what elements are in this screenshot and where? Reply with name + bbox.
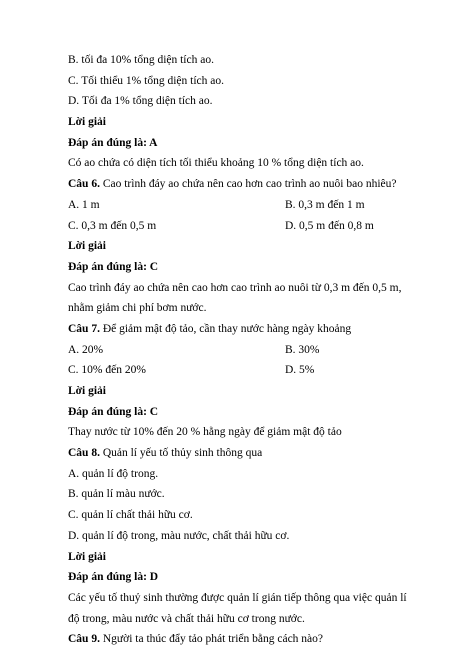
explanation: độ trong, màu nước và chất thải hữu cơ trong nước. (68, 612, 305, 625)
option-d: D. 0,5 m đến 0,8 m (285, 219, 374, 232)
option-b-prev: B. tối đa 10% tổng diện tích ao. (68, 54, 214, 66)
explanation: nhằm giảm chi phí bơm nước. (68, 302, 207, 315)
question-label: Câu 8. (68, 447, 100, 460)
question-8 (68, 443, 398, 464)
option-b: B. 30% (285, 343, 320, 356)
explanation: Các yếu tố thuỷ sinh thường được quản lí gián tiếp thông qua việc quản lí (68, 591, 407, 604)
solution-heading: Lời giải (68, 240, 106, 253)
question-text: Quản lí yếu tố thủy sinh thông qua (99, 447, 263, 460)
answer-line: Đáp án đúng là: A (68, 136, 158, 149)
option-a: A. 20% (68, 343, 104, 356)
solution-heading: Lời giải (68, 116, 106, 129)
explanation: Cao trình đáy ao chứa nên cao hơn cao trình ao nuôi từ 0,3 m đến 0,5 m, (68, 281, 402, 294)
option-c: C. quản lí chất thải hữu cơ. (68, 509, 193, 522)
option-c: C. 10% đến 20% (68, 364, 146, 377)
option-b: B. 0,3 m đến 1 m (285, 198, 365, 211)
option-c-prev: C. Tối thiểu 1% tổng diện tích ao. (68, 74, 224, 87)
solution-heading: Lời giải (68, 550, 106, 563)
question-text: Cao trình đáy ao chứa nên cao hơn cao trình ao nuôi bao nhiêu? (99, 178, 397, 191)
question-9 (68, 629, 398, 650)
option-a: A. 1 m (68, 198, 100, 211)
question-6 (68, 174, 398, 195)
option-c: C. 0,3 m đến 0,5 m (68, 219, 157, 232)
answer-line: Đáp án đúng là: C (68, 260, 159, 273)
option-b: B. quản lí màu nước. (68, 488, 165, 501)
explanation: Thay nước từ 10% đến 20 % hằng ngày để giảm mật độ tảo (68, 426, 342, 439)
option-d: D. quản lí độ trong, màu nước, chất thải hữu cơ. (68, 529, 290, 542)
options-row (68, 195, 398, 216)
explanation: Có ao chứa có diện tích tối thiểu khoảng 10 % tổng diện tích ao. (68, 157, 364, 170)
solution-heading: Lời giải (68, 385, 106, 397)
question-7 (68, 319, 398, 340)
answer-line: Đáp án đúng là: D (68, 571, 159, 584)
option-d: D. 5% (285, 364, 315, 377)
question-text: Người ta thúc đẩy tảo phát triển bằng cách nào? (99, 633, 324, 646)
question-label: Câu 9. (68, 633, 100, 646)
question-label: Câu 6. (68, 178, 100, 191)
answer-line: Đáp án đúng là: C (68, 405, 159, 418)
options-row (68, 340, 398, 361)
option-d-prev: D. Tối đa 1% tổng diện tích ao. (68, 95, 213, 108)
option-a: A. quản lí độ trong. (68, 467, 159, 480)
options-row (68, 360, 398, 381)
question-label: Câu 7. (68, 322, 100, 335)
document-page (68, 50, 407, 650)
question-text: Để giảm mật độ tảo, cần thay nước hàng ngày khoảng (99, 322, 352, 335)
options-row (68, 216, 398, 237)
